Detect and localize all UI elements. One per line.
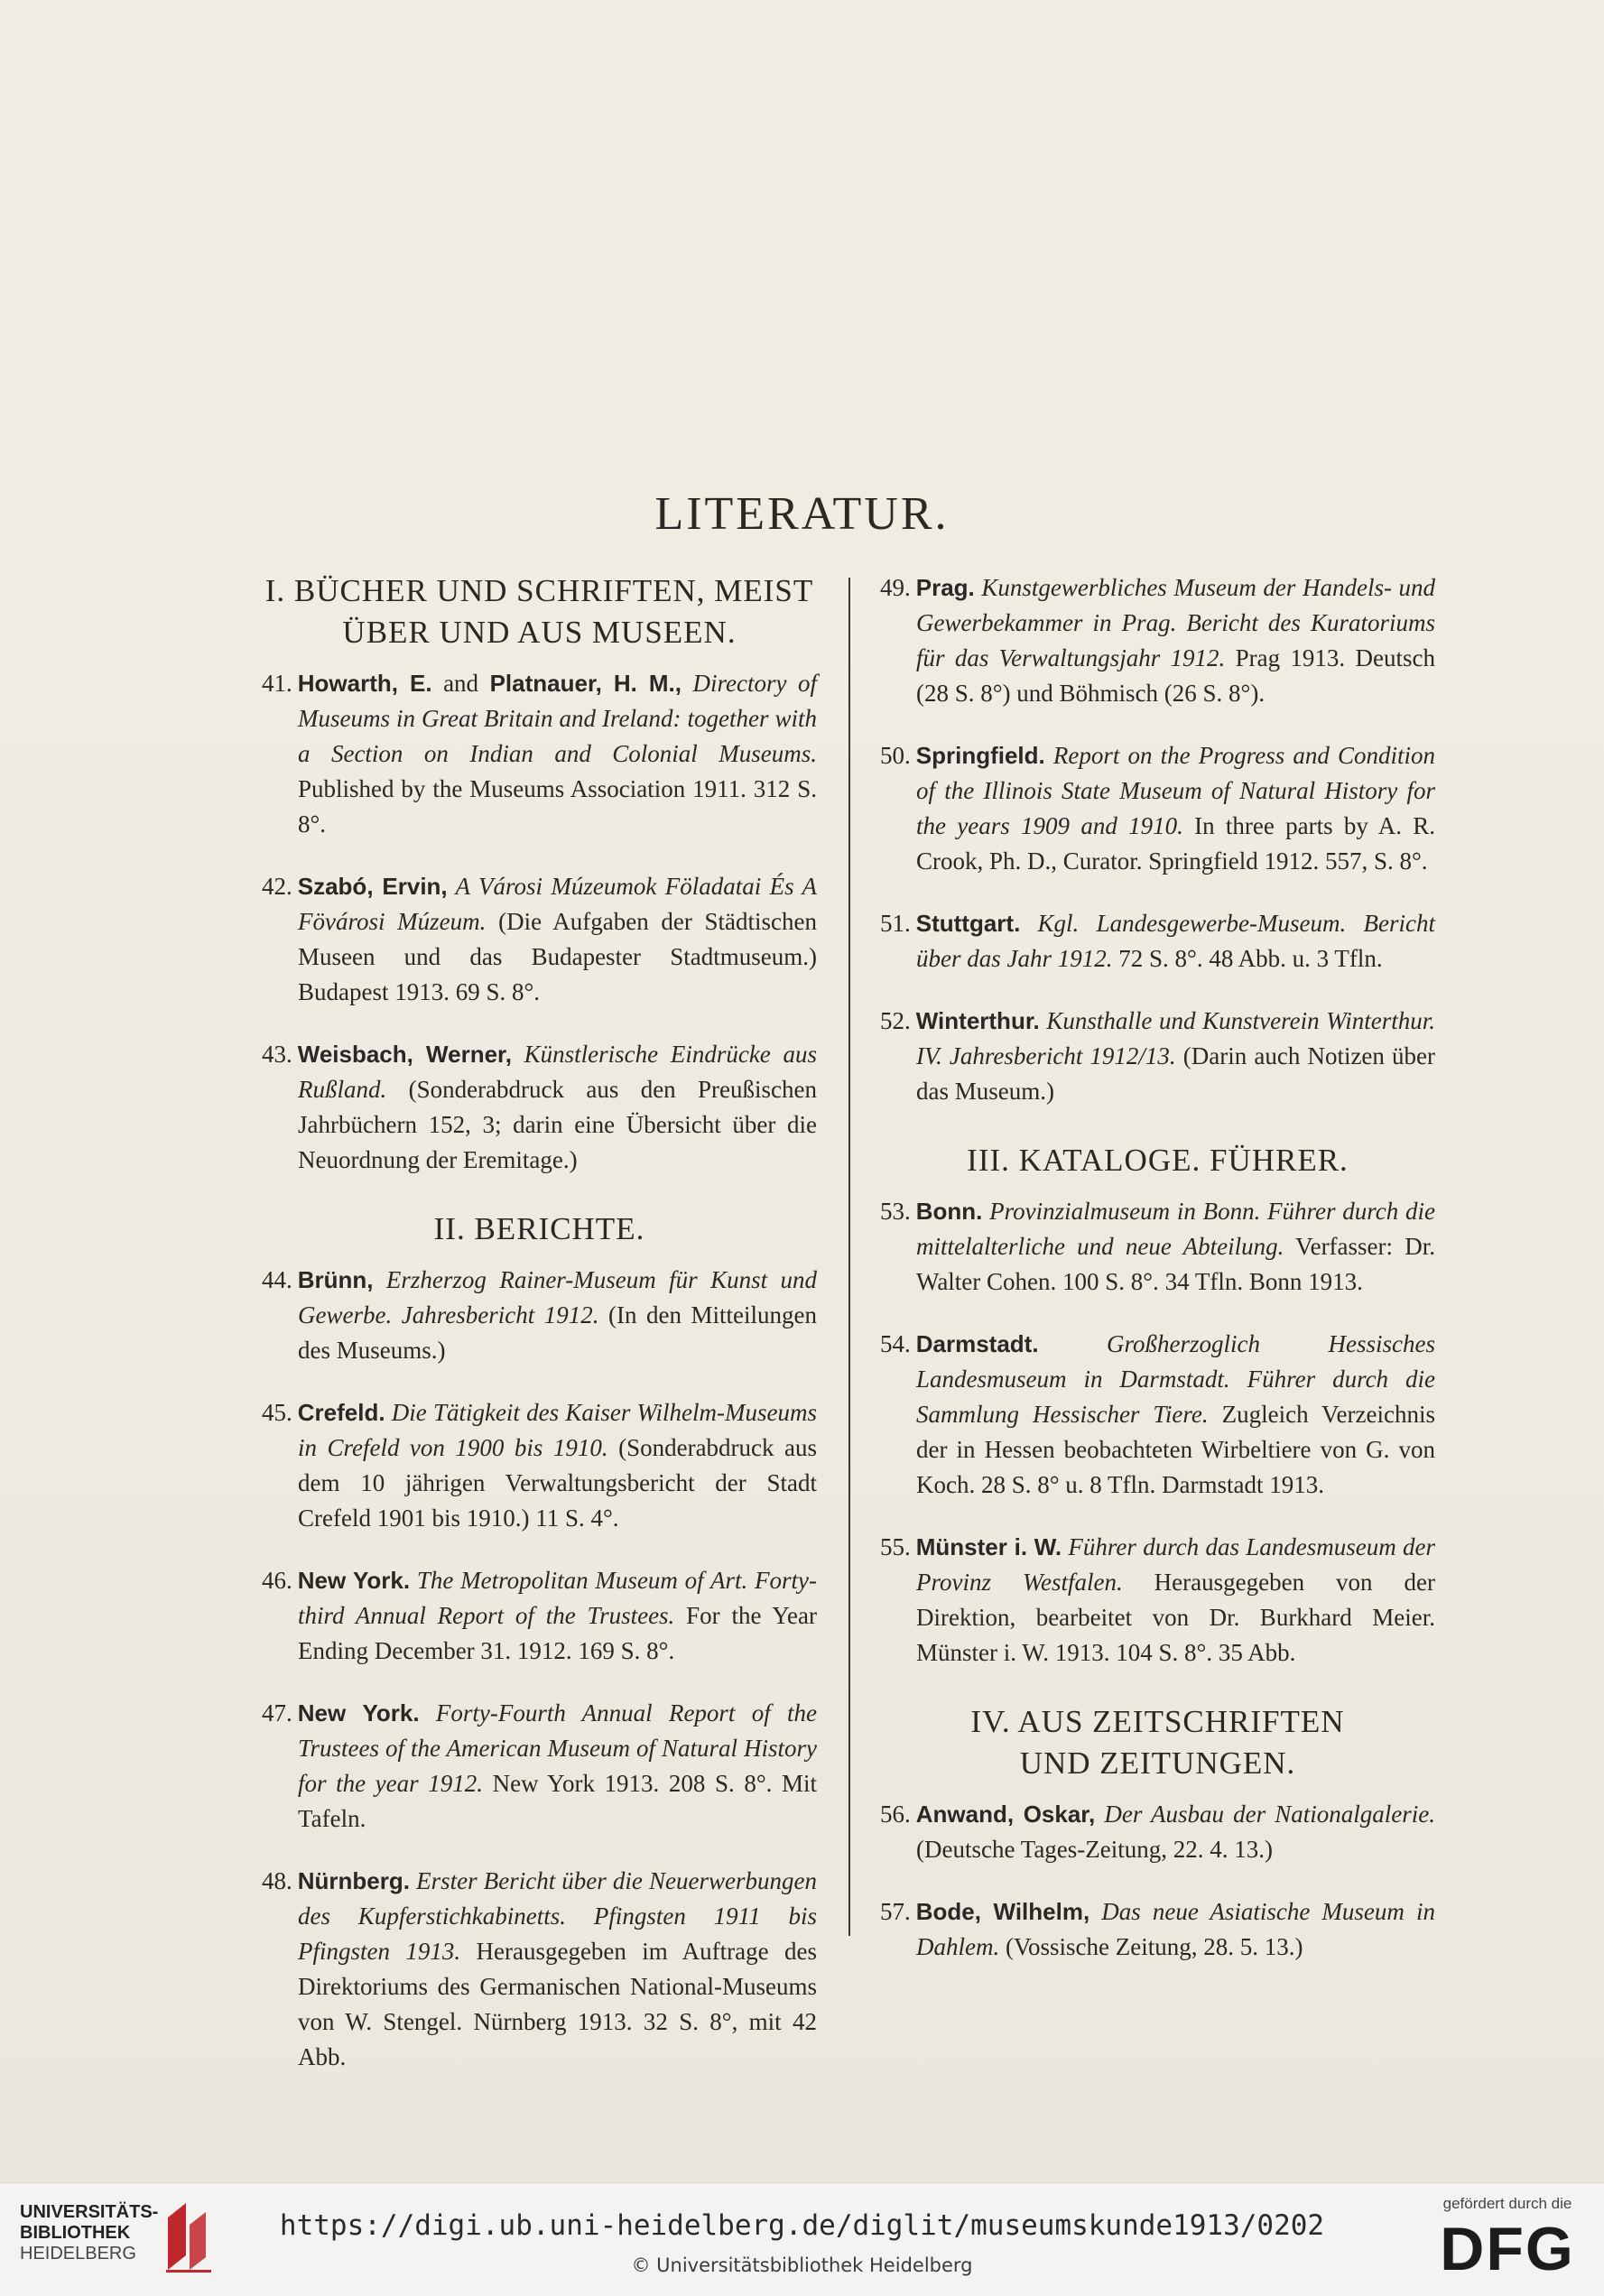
dfg-logo-text: DFG [1440, 2216, 1575, 2279]
bibliography-entry-57 [880, 1894, 1435, 1965]
library-name-line: UNIVERSITÄTS- [20, 2202, 159, 2222]
bibliography-entry-55 [880, 1530, 1435, 1671]
entry-details: (Sonderabdruck aus den Preußischen Jahrbüchern 152, 3; darin eine Übersicht über die Neuordnung der Eremitage.) [298, 1076, 817, 1173]
entry-number: 55. [880, 1533, 911, 1560]
entry-title: Großherzoglich Hessisches Landesmuseum in Darmstadt. Führer durch die Sammlung Hessischer Tiere. [916, 1330, 1435, 1428]
entry-author: Darmstadt. [915, 1330, 1039, 1357]
library-name-line: BIBLIOTHEK [20, 2223, 131, 2243]
section-heading-periodicals [880, 1701, 1435, 1784]
bibliography-entry-41 [262, 666, 817, 842]
entry-conjunction: and [431, 670, 490, 697]
entry-details: In three parts by A. R. Crook, Ph. D., Curator. Springfield 1912. 557, S. 8°. [916, 812, 1436, 875]
bibliography-entry-54 [880, 1327, 1435, 1503]
entry-title: Kunsthalle und Kunstverein Winterthur. IV. Jahresbericht 1912/13. [916, 1007, 1435, 1069]
bibliography-entry-51 [880, 906, 1435, 977]
entry-number: 51. [880, 910, 911, 937]
entry-number: 41. [262, 670, 292, 697]
column-divider [848, 578, 850, 1936]
entry-title: Kunstgewerbliches Museum der Handels- und Gewerbekammer in Prag. Bericht des Kuratoriums für das Verwaltungsjahr 1912. [916, 574, 1435, 671]
entry-title: Report on the Progress and Condition of the Illinois State Museum of Natural History for the years 1909 and 1910. [916, 742, 1435, 839]
bibliography-entry-44 [262, 1263, 817, 1368]
entry-number: 47. [262, 1699, 292, 1727]
entry-number: 52. [880, 1007, 911, 1034]
entry-author: Nürnberg. [297, 1867, 410, 1894]
bibliography-entry-47 [262, 1696, 817, 1837]
entry-details: 72 S. 8°. 48 Abb. u. 3 Tfln. [1112, 945, 1383, 972]
library-name-line: HEIDELBERG [20, 2244, 136, 2264]
entry-number: 56. [880, 1801, 911, 1828]
entry-author: Prag. [915, 574, 975, 601]
entry-title: Kgl. Landesgewerbe-Museum. Bericht über das Jahr 1912. [916, 910, 1435, 972]
entry-number: 53. [880, 1198, 911, 1225]
bibliography-entry-48 [262, 1864, 817, 2075]
entry-title: The Metropolitan Museum of Art. Forty-third Annual Report of the Trustees. [298, 1567, 817, 1629]
section-heading-books [262, 570, 817, 653]
entry-title: Provinzialmuseum in Bonn. Führer durch die mittelalterliche und neue Abteilung. [916, 1198, 1435, 1260]
bibliography-entry-49 [880, 570, 1435, 711]
entry-author: Brünn, [297, 1266, 374, 1293]
entry-details: Herausgegeben im Auftrage des Direktoriums des Germanischen National-Museums von W. Stengel. Nürnberg 1913. 32 S. 8°, mit 42 Abb. [298, 1938, 817, 2070]
left-column [262, 570, 817, 2102]
entry-number: 42. [262, 873, 292, 900]
right-column [880, 570, 1435, 1992]
entry-author: Szabó, Ervin, [297, 873, 448, 900]
section-heading-reports: II. BERICHTE. [433, 1211, 645, 1246]
entry-title: A Városi Múzeumok Föladatai És A Fövárosi Múzeum. [298, 873, 817, 935]
bibliography-entry-56 [880, 1797, 1435, 1867]
entry-details: Verfasser: Dr. Walter Cohen. 100 S. 8°. 34 Tfln. Bonn 1913. [916, 1233, 1435, 1295]
bibliography-entry-42 [262, 869, 817, 1010]
entry-author: Winterthur. [915, 1007, 1040, 1034]
entry-title: Erster Bericht über die Neuerwerbungen des Kupferstichkabinetts. Pfingsten 1911 bis Pfingsten 1913. [298, 1867, 817, 1965]
entry-title: Directory of Museums in Great Britain and Ireland: together with a Section on Indian and Colonial Museums. [298, 670, 818, 767]
entry-details: (Vossische Zeitung, 28. 5. 13.) [999, 1933, 1303, 1960]
entry-title: Erzherzog Rainer-Museum für Kunst und Gewerbe. Jahresbericht 1912. [298, 1266, 817, 1329]
entry-author: Stuttgart. [915, 910, 1021, 937]
bibliography-entry-52 [880, 1004, 1435, 1109]
entry-author: New York. [297, 1567, 411, 1594]
bibliography-entry-45 [262, 1395, 817, 1536]
entry-author: Crefeld. [297, 1399, 385, 1426]
entry-details: Zugleich Verzeichnis der in Hessen beobachteten Wirbeltiere von G. von Koch. 28 S. 8° u. 8 Tfln. Darmstadt 1913. [916, 1401, 1435, 1498]
entry-title: Forty-Fourth Annual Report of the Trustees of the American Museum of Natural History for the year 1912. [298, 1699, 817, 1797]
entry-author: Springfield. [915, 742, 1045, 769]
dfg-logo-icon[interactable] [1428, 2216, 1587, 2279]
section-heading-line: ÜBER UND AUS MUSEEN. [342, 615, 737, 650]
entry-author: Platnauer, H. M., [489, 670, 681, 697]
funding-label: gefördert durch die [1442, 2195, 1572, 2212]
bibliography-entry-43 [262, 1037, 817, 1178]
entry-title: Künstlerische Eindrücke aus Rußland. [298, 1041, 817, 1103]
entry-title: Die Tätigkeit des Kaiser Wilhelm-Museums in Crefeld von 1900 bis 1910. [298, 1399, 817, 1461]
section-heading-line: I. BÜCHER UND SCHRIFTEN, MEIST [264, 573, 814, 608]
entry-details: (Darin auch Notizen über das Museum.) [916, 1042, 1435, 1105]
bibliography-entry-50 [880, 738, 1435, 879]
bibliography-entry-46 [262, 1563, 817, 1669]
entry-author: Howarth, E. [297, 670, 432, 697]
permalink-url[interactable]: https://digi.ub.uni-heidelberg.de/diglit/museumskunde1913/0202 [279, 2209, 1325, 2242]
entry-details: Herausgegeben von der Direktion, bearbeitet von Dr. Burkhard Meier. Münster i. W. 1913. 104 S. 8°. 35 Abb. [916, 1569, 1435, 1666]
entry-author: Münster i. W. [915, 1533, 1062, 1560]
entry-details: (In den Mitteilungen des Museums.) [298, 1301, 817, 1364]
entry-details: New York 1913. 208 S. 8°. Mit Tafeln. [298, 1770, 817, 1832]
entry-number: 54. [880, 1330, 911, 1357]
section-heading-line: UND ZEITUNGEN. [1019, 1745, 1296, 1781]
entry-details: Prag 1913. Deutsch (28 S. 8°) und Böhmisch (26 S. 8°). [916, 644, 1435, 707]
entry-details: For the Year Ending December 31. 1912. 169 S. 8°. [298, 1602, 817, 1664]
entry-author: Weisbach, Werner, [297, 1041, 512, 1068]
page-title: LITERATUR. [654, 488, 950, 540]
entry-details: (Sonderabdruck aus dem 10 jährigen Verwaltungsbericht der Stadt Crefeld 1901 bis 1910.) 11 S. 4°. [298, 1434, 817, 1532]
entry-number: 50. [880, 742, 911, 769]
entry-number: 44. [262, 1266, 292, 1293]
entry-author: Bonn. [915, 1198, 983, 1225]
section-heading-line: IV. AUS ZEITSCHRIFTEN [970, 1704, 1345, 1739]
entry-number: 57. [880, 1898, 911, 1925]
entry-author: Bode, Wilhelm, [915, 1898, 1090, 1925]
entry-title: Das neue Asiatische Museum in Dahlem. [916, 1898, 1435, 1960]
entry-author: New York. [297, 1699, 420, 1727]
entry-details: (Deutsche Tages-Zeitung, 22. 4. 13.) [916, 1836, 1274, 1863]
bibliography-entry-53 [880, 1194, 1435, 1300]
copyright-notice: © Universitätsbibliothek Heidelberg [631, 2254, 973, 2276]
entry-details: (Die Aufgaben der Städtischen Museen und das Budapester Stadtmuseum.) Budapest 1913. 69 S. 8°. [298, 908, 817, 1005]
entry-author: Anwand, Oskar, [915, 1801, 1096, 1828]
entry-details: Published by the Museums Association 1911. 312 S. 8°. [298, 775, 817, 838]
section-heading-catalogues: III. KATALOGE. FÜHRER. [967, 1143, 1349, 1178]
entry-number: 45. [262, 1399, 292, 1426]
entry-title: Führer durch das Landesmuseum der Provinz Westfalen. [916, 1533, 1436, 1596]
entry-title: Der Ausbau der Nationalgalerie. [1095, 1801, 1435, 1828]
entry-number: 48. [262, 1867, 292, 1894]
entry-number: 49. [880, 574, 911, 601]
entry-number: 46. [262, 1567, 292, 1594]
entry-number: 43. [262, 1041, 292, 1068]
